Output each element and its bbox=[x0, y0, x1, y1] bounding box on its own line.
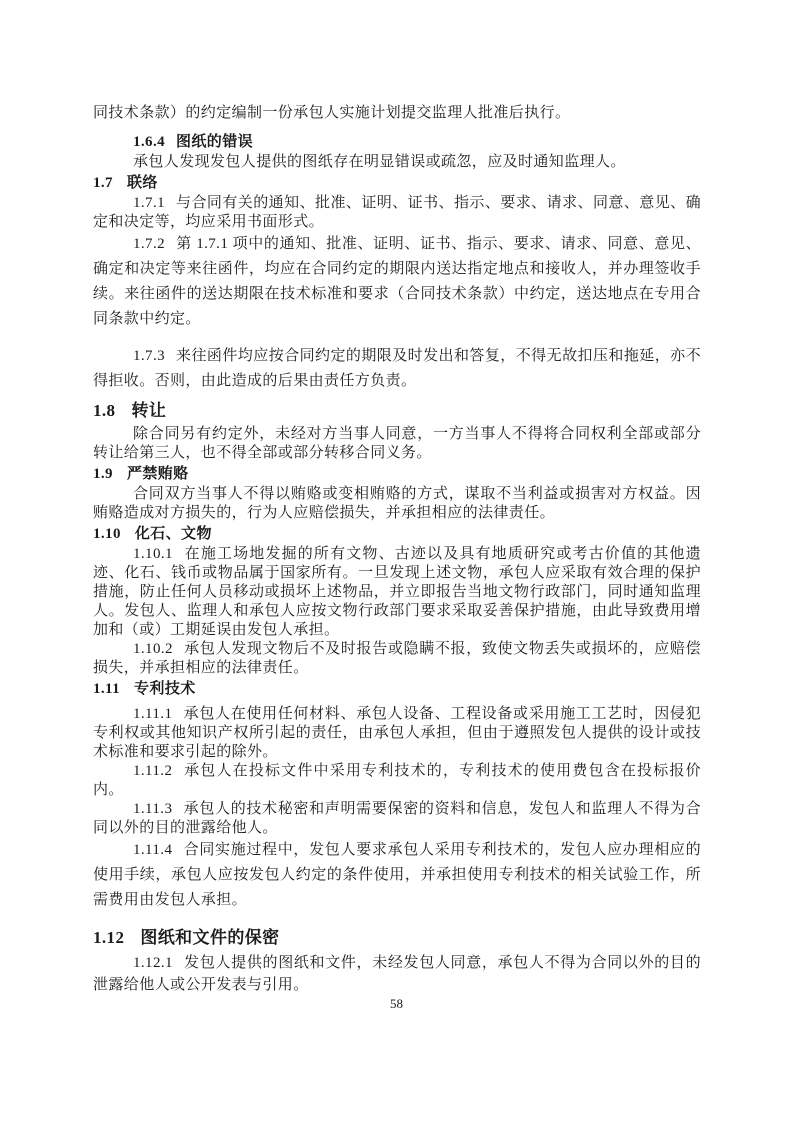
clause-number: 1.11.2 bbox=[133, 763, 173, 779]
clause-1-7-1 bbox=[93, 194, 701, 232]
paragraph-continued: 同技术条款）的约定编制一份承包人实施计划提交监理人批准后执行。 bbox=[93, 105, 571, 121]
clause-number: 1.7.2 bbox=[133, 236, 165, 252]
section-heading-1-7 bbox=[93, 173, 701, 193]
section-heading-1-9 bbox=[93, 464, 701, 484]
clause-number: 1.7.3 bbox=[133, 348, 165, 364]
chapter-heading-1-8 bbox=[93, 400, 701, 422]
clause-text: 来往函件均应按合同约定的期限及时发出和答复，不得无故扣压和拖延，亦不得拒收。否则，由此造成的后果由责任方负责。 bbox=[93, 348, 701, 389]
clause-text: 第 1.7.1 项中的通知、批准、证明、证书、指示、要求、请求、同意、意见、确定和决定等来往函件，均应在合同约定的期限内送达指定地点和接收人，并办理签收手续。来往函件的送达期限在技术标准和要求（合同技术条款）中约定，送达地点在专用合同条款中约定。 bbox=[93, 236, 701, 327]
clause-text: 承包人在投标文件中采用专利技术的，专利技术的使用费包含在投标报价内。 bbox=[93, 763, 701, 798]
clause-text: 发包人提供的图纸和文件，未经发包人同意，承包人不得为合同以外的目的泄露给他人或公开发表与引用。 bbox=[93, 955, 701, 993]
section-title: 专利技术 bbox=[134, 681, 196, 697]
chapter-title: 图纸和文件的保密 bbox=[140, 928, 280, 947]
section-number: 1.7 bbox=[93, 175, 113, 191]
clause-number: 1.11.1 bbox=[133, 706, 173, 722]
clause-number: 1.10.2 bbox=[133, 641, 173, 657]
clause-1-11-3 bbox=[93, 800, 701, 838]
paragraph-1-9-body: 合同双方当事人不得以贿赂或变相贿赂的方式，谋取不当利益或损害对方权益。因贿赂造成对方损失的，行为人应赔偿损失，并承担相应的法律责任。 bbox=[93, 486, 701, 521]
clause-number: 1.11.3 bbox=[133, 801, 173, 817]
clause-heading-number: 1.6.4 bbox=[133, 134, 165, 150]
paragraph-1-6-4-body: 承包人发现发包人提供的图纸存在明显错误或疏忽，应及时通知监理人。 bbox=[133, 154, 626, 170]
clause-number: 1.11.4 bbox=[133, 842, 173, 858]
clause-1-10-2 bbox=[93, 640, 701, 678]
clause-1-10-1 bbox=[93, 545, 701, 640]
clause-1-7-2 bbox=[93, 232, 701, 332]
clause-1-12-1 bbox=[93, 952, 701, 996]
clause-1-11-2 bbox=[93, 762, 701, 800]
clause-text: 与合同有关的通知、批准、证明、证书、指示、要求、请求、同意、意见、确定和决定等，均应采用书面形式。 bbox=[93, 195, 701, 230]
clause-heading-title: 图纸的错误 bbox=[176, 134, 254, 150]
section-number: 1.9 bbox=[93, 466, 113, 482]
section-number: 1.10 bbox=[93, 526, 121, 542]
section-heading-1-10 bbox=[93, 524, 701, 544]
clause-text: 合同实施过程中，发包人要求承包人采用专利技术的，发包人应办理相应的使用手续，承包人应按发包人约定的条件使用，并承担使用专利技术的相关试验工作，所需费用由发包人承担。 bbox=[93, 842, 701, 908]
clause-1-11-1 bbox=[93, 705, 701, 762]
clause-text: 承包人的技术秘密和声明需要保密的资料和信息，发包人和监理人不得为合同以外的目的泄露给他人。 bbox=[93, 801, 701, 836]
chapter-number: 1.8 bbox=[93, 401, 116, 420]
clause-text: 在施工场地发掘的所有文物、古迹以及具有地质研究或考古价值的其他遗迹、化石、钱币或物品属于国家所有。一旦发现上述文物，承包人应采取有效合理的保护措施，防止任何人员移动或损坏上述物品，并立即报告当地文物行政部门，同时通知监理人。发包人、监理人和承包人应按文物行政部门要求采取妥善保护措施，由此导致费用增加和（或）工期延误由发包人承担。 bbox=[93, 546, 701, 638]
clause-1-11-4 bbox=[93, 838, 701, 913]
section-title: 严禁贿赂 bbox=[126, 466, 189, 482]
clause-number: 1.7.1 bbox=[133, 195, 165, 211]
clause-heading-1-6-4 bbox=[93, 132, 701, 152]
clause-1-7-3 bbox=[93, 344, 701, 394]
section-title: 联络 bbox=[126, 175, 158, 191]
page-number: 58 bbox=[390, 996, 403, 1011]
chapter-heading-1-12 bbox=[93, 927, 701, 949]
paragraph-1-8-body: 除合同另有约定外，未经对方当事人同意，一方当事人不得将合同权利全部或部分转让给第三人，也不得全部或部分转移合同义务。 bbox=[93, 426, 701, 461]
clause-text: 承包人发现文物后不及时报告或隐瞒不报，致使文物丢失或损坏的，应赔偿损失，并承担相应的法律责任。 bbox=[93, 641, 701, 676]
chapter-number: 1.12 bbox=[93, 928, 125, 947]
document-content bbox=[93, 104, 701, 996]
section-heading-1-11 bbox=[93, 679, 701, 699]
clause-number: 1.10.1 bbox=[133, 546, 173, 562]
section-title: 化石、文物 bbox=[134, 526, 212, 542]
clause-text: 承包人在使用任何材料、承包人设备、工程设备或采用施工工艺时，因侵犯专利权或其他知识产权所引起的责任，由承包人承担，但由于遵照发包人提供的设计或技术标准和要求引起的除外。 bbox=[93, 706, 701, 760]
clause-number: 1.12.1 bbox=[133, 955, 173, 971]
section-number: 1.11 bbox=[93, 681, 121, 697]
chapter-title: 转让 bbox=[131, 401, 167, 420]
